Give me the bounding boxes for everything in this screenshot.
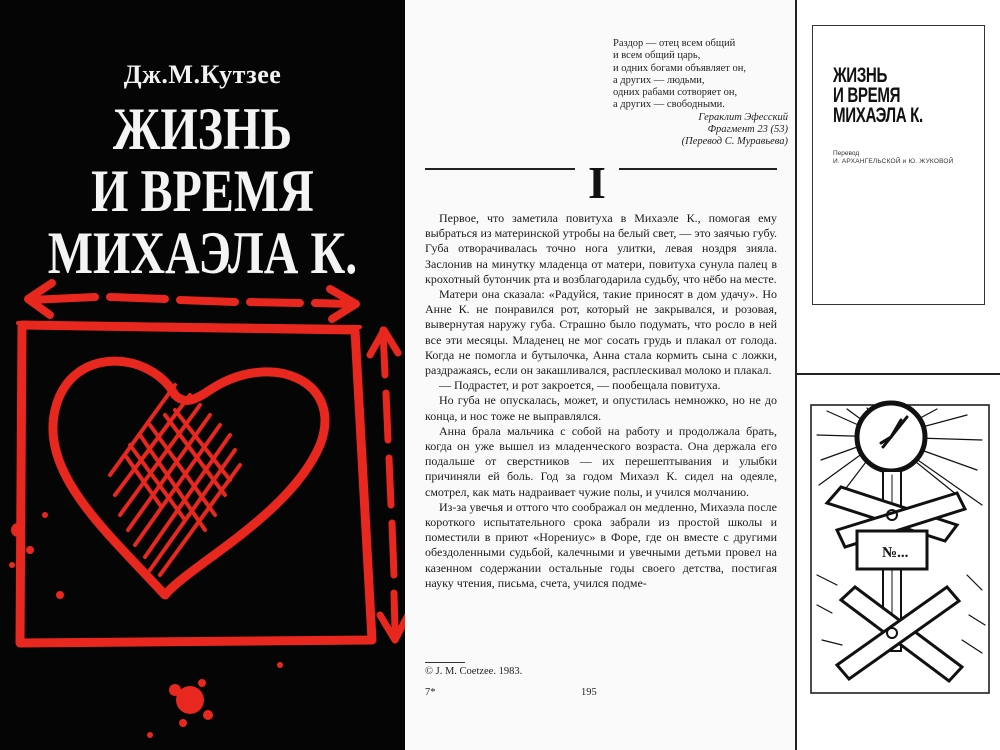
cover-title-line: ЖИЗНЬ bbox=[112, 96, 293, 162]
chapter-rule-right bbox=[619, 168, 777, 170]
paragraph: Первое, что заметила повитуха в Михаэле К., помогая ему выбраться из материнской утробы на белый свет, — это заячью губу. Губа отворачивалась точно нога улитки, левая ноздря зияла. Заслонив на минутку младенца от матери, повитуха сунула палец в крохотный бутончик рта и возблагодарила судьбу, что нёбо на месте. bbox=[425, 211, 777, 286]
title-page-translators bbox=[833, 150, 954, 166]
page-number: 195 bbox=[581, 687, 597, 698]
epigraph-attribution: (Перевод С. Муравьева) bbox=[681, 136, 788, 148]
illustration-thumbnail bbox=[795, 375, 1000, 750]
sign-label: №... bbox=[882, 545, 909, 561]
title-page-title-line: И ВРЕМЯ bbox=[833, 84, 901, 107]
chapter-rule-left bbox=[425, 168, 575, 170]
translated-by-label: Перевод bbox=[833, 150, 860, 157]
clock-post-drawing-icon bbox=[797, 375, 1000, 750]
epigraph-line: а других — свободными. bbox=[613, 99, 725, 111]
epigraph-line: Раздор — отец всем общий bbox=[613, 38, 736, 49]
signature-mark: 7* bbox=[425, 687, 436, 698]
epigraph-attribution: Фрагмент 23 (53) bbox=[707, 124, 788, 136]
title-page-title bbox=[833, 66, 983, 126]
copyright-footnote: © J. M. Coetzee. 1983. bbox=[425, 666, 523, 677]
title-page-title-line: МИХАЭЛА К. bbox=[833, 104, 923, 127]
epigraph-line: а других — людьми, bbox=[613, 74, 705, 86]
cover-title bbox=[0, 98, 405, 284]
epigraph bbox=[613, 38, 788, 149]
title-page-title-line: ЖИЗНЬ bbox=[833, 64, 887, 87]
paragraph: Анна брала мальчика с собой на работу и продолжала брать, когда он уже вышел из младенческого возраста. Она держала его подальше от сверстников — их перешептывания и улыбки причиняли ей боль. Год за годом Михаэл К. сидел на одеяле, смотрел, как мать надраивает чужие полы, и учился молчанию. bbox=[425, 423, 777, 499]
paragraph: — Подрастет, и рот закроется, — пообещала повитуха. bbox=[439, 378, 721, 393]
title-page-frame bbox=[812, 25, 985, 305]
heart-drawing-icon bbox=[0, 275, 405, 750]
book-cover bbox=[0, 0, 405, 750]
chapter-number: I bbox=[588, 157, 606, 208]
epigraph-attribution: Гераклит Эфесский bbox=[698, 111, 788, 123]
translator-names: И. АРХАНГЕЛЬСКОЙ и Ю. ЖУКОВОЙ bbox=[833, 158, 954, 165]
book-page bbox=[405, 0, 795, 750]
body-text bbox=[425, 211, 777, 591]
title-page-thumbnail bbox=[795, 0, 1000, 375]
cover-title-line: МИХАЭЛА К. bbox=[47, 220, 358, 286]
footnote-rule bbox=[425, 662, 465, 663]
paragraph: Но губа не опускалась, может, и опустилась немножко, но не до конца, и нос тоже не выправлялся. bbox=[425, 393, 777, 423]
paragraph: Матери она сказала: «Радуйся, такие приносят в дом удачу». Но Анне К. не понравился рот, который не закрывался, и розовая, вывернутая наружу губа. Страшно было подумать, что росло в ней все эти месяцы. Младенец не мог сосать грудь и плакал от голода. Когда не помогла и бутылочка, Анна стала кормить сына с ложки, раздражаясь, если он закашливался, расплескивал молоко и плакал. bbox=[425, 287, 777, 378]
cover-author: Дж.М.Кутзее bbox=[123, 60, 282, 89]
epigraph-line: и одних богами объявляет он, bbox=[613, 62, 746, 74]
cover-title-line: И ВРЕМЯ bbox=[91, 158, 314, 224]
epigraph-line: и всем общий царь, bbox=[613, 50, 701, 62]
epigraph-line: одних рабами сотворяет он, bbox=[613, 87, 738, 99]
paragraph: Из-за увечья и оттого что соображал он медленно, Михаэла после короткого испытательного срока забрали из простой школы и поместили в приют «Норениус» в Форе, где он вместе с другими обездоленными судьбой, калечными и увечными детьми провел на казенном содержании остальные годы своего детства, постигая науку чтения, письма, счета, учился подме- bbox=[425, 499, 777, 590]
